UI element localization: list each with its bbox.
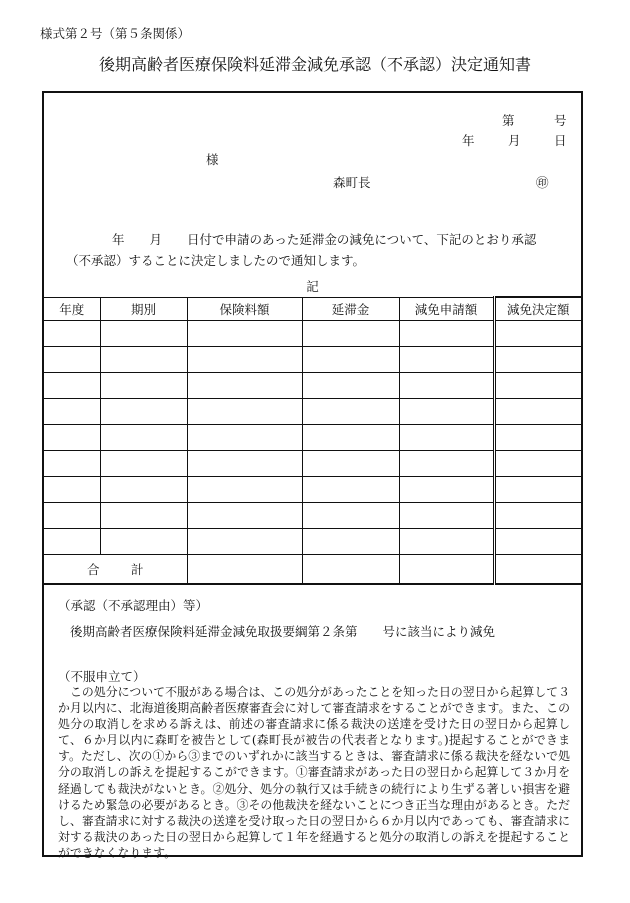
- table-cell: [187, 503, 302, 529]
- total-requested-cell: [399, 555, 494, 585]
- date-day-label: 日: [554, 133, 567, 148]
- table-cell: [44, 347, 100, 373]
- seal-mark: ㊞: [536, 175, 549, 190]
- table-cell: [302, 373, 399, 399]
- table-cell: [302, 321, 399, 347]
- table-cell: [494, 503, 581, 529]
- table-row: [44, 425, 581, 451]
- table-cell: [187, 425, 302, 451]
- header-decided-reduction: 減免決定額: [494, 297, 581, 321]
- table-cell: [494, 399, 581, 425]
- table-cell: [399, 399, 494, 425]
- intro-line-1: 年 月 日付で申請のあった延滞金の減免について、下記のとおり承認: [112, 232, 537, 247]
- number-go-label: 号: [554, 113, 567, 128]
- reason-heading: （承認（不承認理由）等）: [58, 598, 209, 613]
- objection-body: この処分について不服がある場合は、この処分があったことを知った日の翌日から起算して３か月以内に、北海道後期高齢者医療審査会に対して審査請求をすることができます。また、この処分の取消しを求める訴えは、前述の審査請求に係る裁決の送達を受けた日の翌日から起算して、６か月以内に森町を被告として(森町長が被告の代表者となります。)提起することができます。ただし、次の①から③までのいずれかに該当するときは、審査請求に係る裁決を経ないで処分の取消しの訴えを提起するこができます。①審査請求があった日の翌日から起算して３か月を経過しても裁決がないとき。②処分、処分の執行又は手続きの続行により生ずる著しい損害を避けるため緊急の必要があるとき。③その他裁決を経ないことにつき正当な理由があるとき。ただし、審査請求に対する裁決の送達を受け取った日の翌日から６か月以内であっても、審査請求に対する裁決のあった日の翌日から起算して１年を経過すると処分の取消しの訴えを提起することができなくなります。: [58, 685, 570, 860]
- table-cell: [44, 451, 100, 477]
- total-label-left: 合: [86, 562, 100, 577]
- total-premium-cell: [187, 555, 302, 585]
- table-cell: [187, 451, 302, 477]
- table-cell: [494, 529, 581, 555]
- table-cell: [100, 425, 187, 451]
- table-row: [44, 477, 581, 503]
- table-cell: [399, 529, 494, 555]
- table-row: [44, 451, 581, 477]
- total-decided-cell: [494, 555, 581, 585]
- table-row: [44, 347, 581, 373]
- intro-line-2: （不承認）することに決定しましたので通知します。: [66, 253, 366, 268]
- table-row: [44, 399, 581, 425]
- table-cell: [100, 503, 187, 529]
- reason-body: 後期高齢者医療保険料延滞金減免取扱要綱第２条第 号に該当により減免: [70, 624, 496, 639]
- table-cell: [100, 399, 187, 425]
- table-cell: [494, 477, 581, 503]
- ki-marker: 記: [306, 279, 319, 294]
- table-cell: [302, 477, 399, 503]
- form-code: 様式第２号（第５条関係）: [40, 26, 191, 41]
- table-cell: [100, 373, 187, 399]
- table-cell: [302, 451, 399, 477]
- table-cell: [399, 347, 494, 373]
- header-premium-amount: 保険料額: [187, 297, 302, 321]
- table-cell: [187, 373, 302, 399]
- table-cell: [302, 425, 399, 451]
- table-cell: [302, 529, 399, 555]
- notice-intro: [66, 229, 576, 271]
- table-cell: [44, 321, 100, 347]
- table-cell: [100, 321, 187, 347]
- table-cell: [399, 321, 494, 347]
- table-cell: [44, 529, 100, 555]
- table-row: [44, 529, 581, 555]
- header-period: 期別: [100, 297, 187, 321]
- total-late-fee-cell: [302, 555, 399, 585]
- addressee-sama-label: 様: [206, 152, 219, 167]
- table-cell: [399, 503, 494, 529]
- table-cell: [187, 477, 302, 503]
- reduction-table: [44, 296, 581, 585]
- table-row: [44, 321, 581, 347]
- header-late-fee: 延滞金: [302, 297, 399, 321]
- date-month-label: 月: [508, 133, 521, 148]
- table-cell: [187, 529, 302, 555]
- total-label-right: 計: [130, 562, 144, 577]
- table-cell: [494, 373, 581, 399]
- date-year-label: 年: [462, 133, 475, 148]
- table-cell: [44, 399, 100, 425]
- table-cell: [44, 477, 100, 503]
- table-cell: [399, 477, 494, 503]
- table-cell: [399, 425, 494, 451]
- notice-frame: [42, 91, 583, 860]
- table-row: [44, 373, 581, 399]
- table-cell: [44, 373, 100, 399]
- table-cell: [44, 503, 100, 529]
- document-title: 後期高齢者医療保険料延滞金減免承認（不承認）決定通知書: [98, 55, 531, 74]
- table-cell: [494, 425, 581, 451]
- issuer-name: 森町長: [333, 175, 371, 190]
- table-total-row: [44, 555, 581, 585]
- table-cell: [302, 347, 399, 373]
- table-cell: [187, 347, 302, 373]
- table-cell: [100, 529, 187, 555]
- table-cell: [494, 321, 581, 347]
- table-cell: [302, 399, 399, 425]
- total-label: [44, 555, 187, 585]
- table-cell: [44, 425, 100, 451]
- header-requested-reduction: 減免申請額: [399, 297, 494, 321]
- table-cell: [100, 347, 187, 373]
- table-row: [44, 503, 581, 529]
- table-cell: [100, 477, 187, 503]
- table-header-row: [44, 297, 581, 321]
- table-cell: [302, 503, 399, 529]
- table-cell: [187, 399, 302, 425]
- header-fiscal-year: 年度: [44, 297, 100, 321]
- objection-heading: （不服申立て）: [58, 669, 146, 684]
- table-cell: [187, 321, 302, 347]
- table-cell: [399, 451, 494, 477]
- table-cell: [494, 347, 581, 373]
- number-dai-label: 第: [502, 113, 515, 128]
- table-cell: [100, 451, 187, 477]
- table-cell: [399, 373, 494, 399]
- table-cell: [494, 451, 581, 477]
